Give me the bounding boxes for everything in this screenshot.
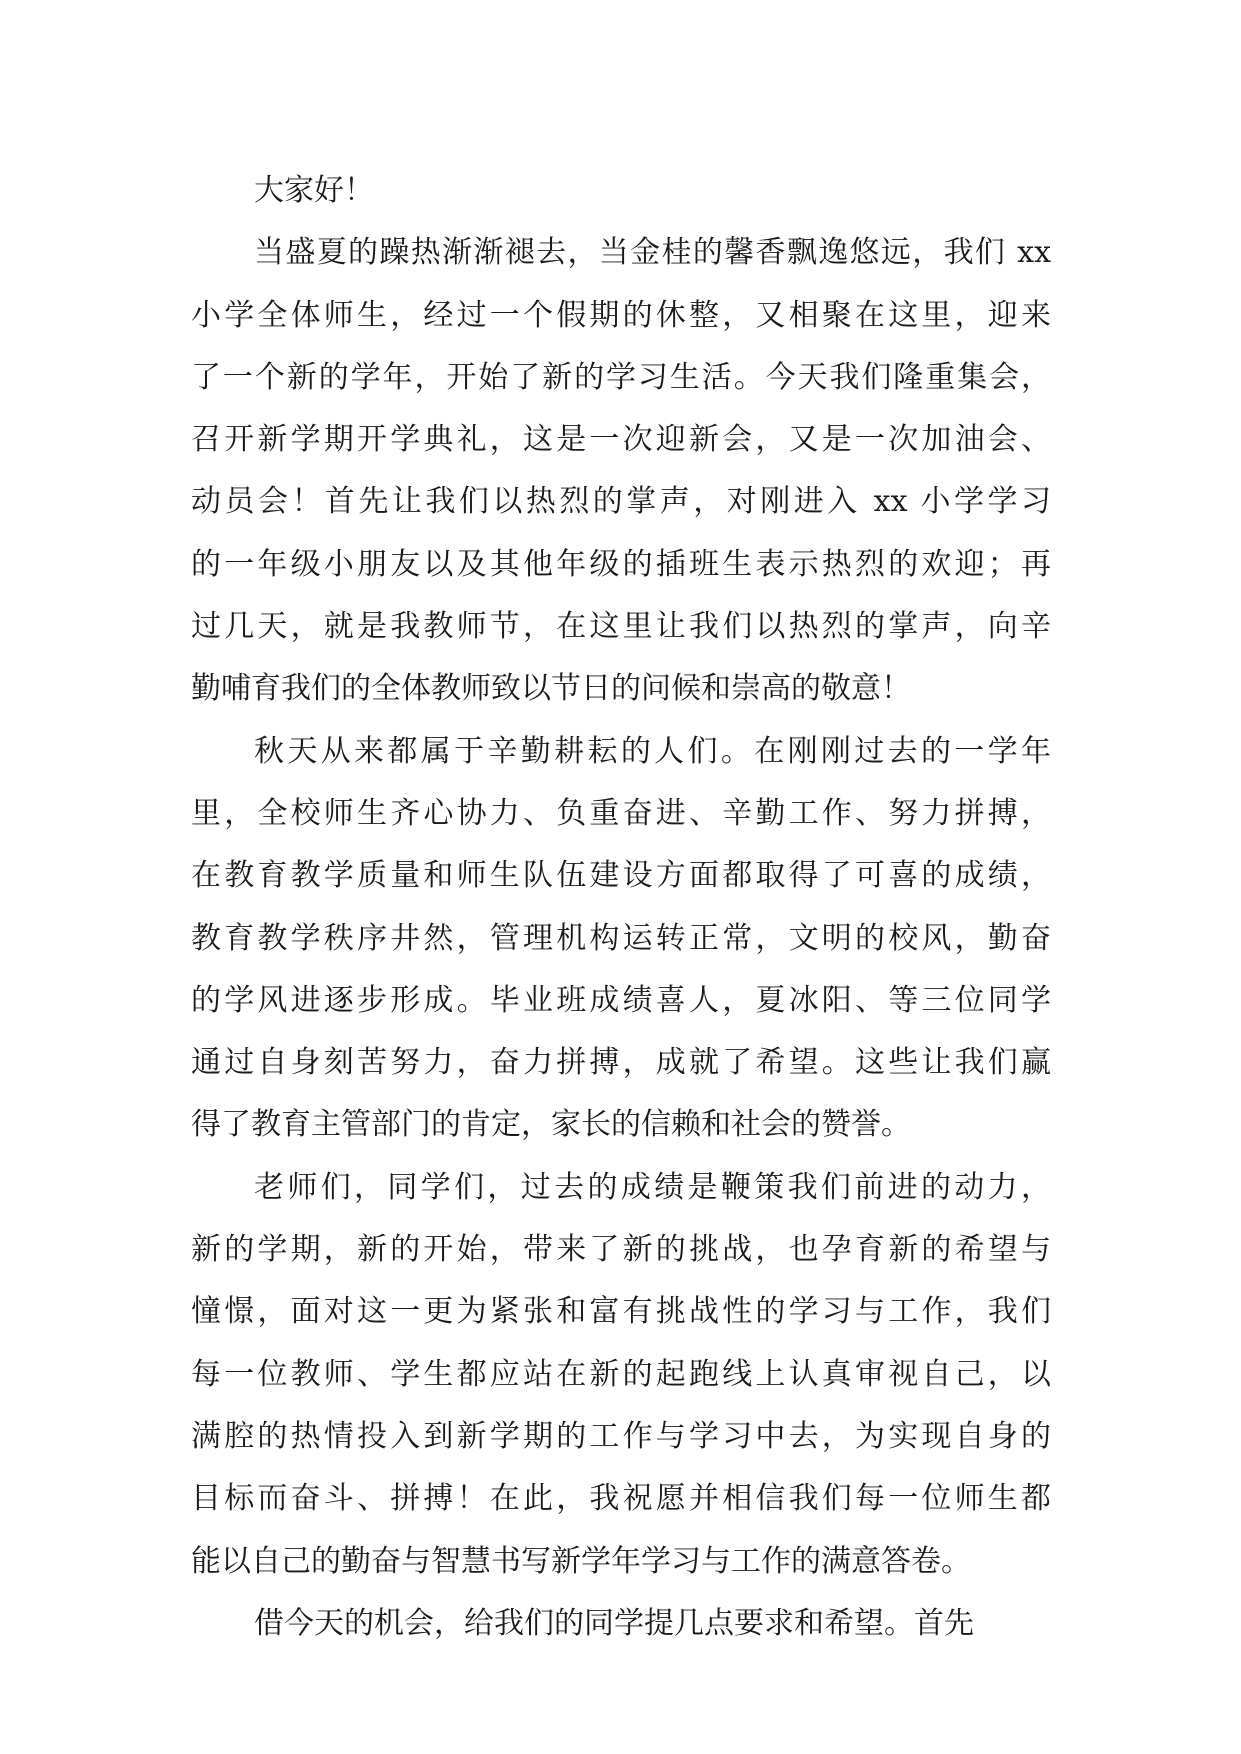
text-line: 里，全校师生齐心协力、负重奋进、辛勤工作、努力拼搏， [191,795,1051,831]
paragraph-opening [191,222,1051,720]
text-line: 每一位教师、学生都应站在新的起跑线上认真审视自己，以 [191,1356,1051,1392]
text-line: 当盛夏的躁热渐渐褪去，当金桂的馨香飘逸悠远，我们 xx [254,235,1051,271]
paragraph-greeting [191,160,1051,222]
text-line: 了一个新的学年，开始了新的学习生活。今天我们隆重集会， [191,359,1051,395]
text-line: 新的学期，新的开始，带来了新的挑战，也孕育新的希望与 [191,1232,1051,1268]
text-line: 的一年级小朋友以及其他年级的插班生表示热烈的欢迎；再 [191,546,1051,582]
text-line: 小学全体师生，经过一个假期的休整，又相聚在这里，迎来 [191,297,1051,333]
paragraph-achievements [191,721,1051,1157]
text-line: 过几天，就是我教师节，在这里让我们以热烈的掌声，向辛 [191,609,1051,645]
text-line: 得了教育主管部门的肯定，家长的信赖和社会的赞誉。 [191,1107,911,1143]
text-line: 在教育教学质量和师生队伍建设方面都取得了可喜的成绩， [191,858,1051,894]
text-line: 满腔的热情投入到新学期的工作与学习中去，为实现自身的 [191,1418,1051,1454]
text-line: 能以自己的勤奋与智慧书写新学年学习与工作的满意答卷。 [191,1543,971,1579]
text-line: 召开新学期开学典礼，这是一次迎新会，又是一次加油会、 [191,422,1051,458]
text-line: 的学风进逐步形成。毕业班成绩喜人，夏冰阳、等三位同学 [191,982,1051,1018]
text-line: 勤哺育我们的全体教师致以节日的问候和崇高的敬意！ [191,671,911,707]
paragraph-new-term [191,1157,1051,1593]
text-line: 秋天从来都属于辛勤耕耘的人们。在刚刚过去的一学年 [254,733,1051,769]
speech-text [191,160,1051,1655]
text-line: 大家好！ [254,173,374,208]
text-line: 老师们，同学们，过去的成绩是鞭策我们前进的动力， [254,1169,1051,1205]
text-line: 目标而奋斗、拼搏！在此，我祝愿并相信我们每一位师生都 [191,1481,1051,1517]
text-line: 憧憬，面对这一更为紧张和富有挑战性的学习与工作，我们 [191,1294,1051,1330]
text-line: 动员会！首先让我们以热烈的掌声，对刚进入 xx 小学学习 [191,484,1051,520]
text-line: 通过自身刻苦努力，奋力拼搏，成就了希望。这些让我们赢 [191,1045,1051,1081]
text-line: 教育教学秩序井然，管理机构运转正常，文明的校风，勤奋 [191,920,1051,956]
text-line: 借今天的机会，给我们的同学提几点要求和希望。首先 [254,1605,974,1641]
paragraph-requirements [191,1593,1051,1655]
